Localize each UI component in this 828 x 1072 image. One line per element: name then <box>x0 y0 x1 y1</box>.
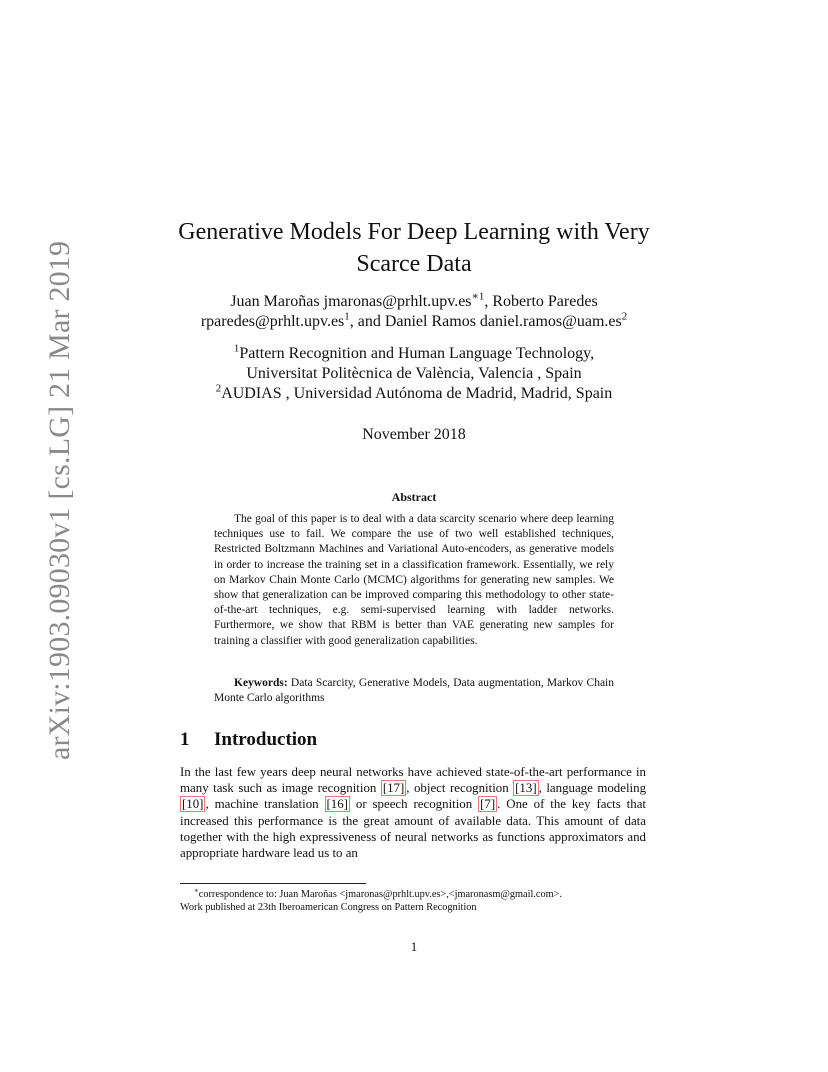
citation-link-16[interactable]: [16] <box>326 797 348 812</box>
author-maronas: Juan Maroñas jmaronas@prhlt.upv.es <box>230 293 472 310</box>
intro-text-4: , machine translation <box>205 797 325 812</box>
footnote-mark: ∗ <box>194 886 199 895</box>
affiliations-block <box>150 344 678 404</box>
authors-block <box>150 292 678 332</box>
keywords-list: Data Scarcity, Generative Models, Data augmentation, Markov Chain Monte Carlo algorithms <box>214 677 615 704</box>
affiliation-1-name: Pattern Recognition and Human Language Technology, <box>239 345 595 362</box>
intro-text-6: . One of the key facts that increased this performance is the great amount of available data. This amount of data together with the high expressiveness of neural networks as functions approximators and appropriate hardware lead us to an <box>180 797 647 861</box>
abstract-body: The goal of this paper is to deal with a data scarcity scenario where deep learning techniques use to fail. We compare the use of two well established techniques, Restricted Boltzmann Machines and Variational Auto-encoders, as generative models in order to increase the training set in a classification framework. Essentially, we rely on Markov Chain Monte Carlo (MCMC) algorithms for generating new samples. We show that generalization can be improved comparing this methodology to other state-of-the-art techniques, e.g. semi-supervised learning with ladder networks. Furthermore, we show that RBM is better than VAE generating new samples for training a classifier with good generalization capabilities. <box>214 513 614 647</box>
footnote-publication: Work published at 23th Iberoamerican Congress on Pattern Recognition <box>180 902 477 914</box>
intro-text-5: or speech recognition <box>349 797 479 812</box>
author-maronas-mark: ∗1 <box>471 290 485 303</box>
affiliation-2-mark: 2 <box>215 382 222 395</box>
section-heading-introduction <box>180 728 640 752</box>
abstract-heading: Abstract <box>391 490 437 504</box>
affiliation-1-line-2: Universitat Politècnica de València, Valencia , Spain <box>246 365 582 382</box>
title-line-2: Scarce Data <box>356 251 472 277</box>
citation-link-13[interactable]: [13] <box>515 781 537 796</box>
citation-link-17[interactable]: [17] <box>382 781 405 796</box>
footnote-correspondence-text: correspondence to: Juan Maroñas <jmaronas@prhlt.upv.es>,<jmaronasm@gmail.com>. <box>198 889 562 900</box>
author-paredes-mark: 1 <box>344 310 350 323</box>
page-number: 1 <box>410 939 418 954</box>
affiliation-2-name: AUDIAS , Universidad Autónoma de Madrid, Madrid, Spain <box>221 385 613 402</box>
author-paredes: , Roberto Paredes <box>484 293 598 310</box>
author-ramos: , and Daniel Ramos daniel.ramos@uam.es <box>349 313 622 330</box>
affiliation-2 <box>150 384 678 404</box>
intro-text-1: In the last few years deep neural networks have achieved state-of-the-art performance in many task such as image recognition <box>180 765 646 796</box>
intro-text-3: , language modeling <box>538 781 647 796</box>
footnote-correspondence <box>180 888 650 901</box>
citation-link-7[interactable]: [7] <box>480 797 496 812</box>
introduction-paragraph <box>180 764 646 861</box>
author-paredes-email: rparedes@prhlt.upv.es <box>200 313 345 330</box>
authors-line-2 <box>150 312 678 332</box>
paper-date: November 2018 <box>362 426 466 443</box>
author-ramos-mark: 2 <box>621 310 628 323</box>
keywords <box>214 676 614 706</box>
arxiv-identifier: arXiv:1903.09030v1 [cs.LG] 21 Mar 2019 <box>43 240 76 760</box>
intro-text-2: , object recognition <box>406 781 514 796</box>
section-number: 1 <box>180 729 190 750</box>
footnotes <box>180 888 650 915</box>
keywords-label: Keywords: <box>234 677 288 689</box>
footnote-rule <box>180 883 366 884</box>
section-title: Introduction <box>214 729 318 750</box>
citation-link-10[interactable]: [10] <box>182 797 204 812</box>
title-line-1: Generative Models For Deep Learning with Very <box>178 219 650 245</box>
affiliation-1-mark: 1 <box>233 342 240 355</box>
affiliation-1-line-1 <box>150 344 678 364</box>
arxiv-sidebar <box>20 240 76 760</box>
authors-line-1 <box>150 292 678 312</box>
paper-title <box>160 216 668 280</box>
